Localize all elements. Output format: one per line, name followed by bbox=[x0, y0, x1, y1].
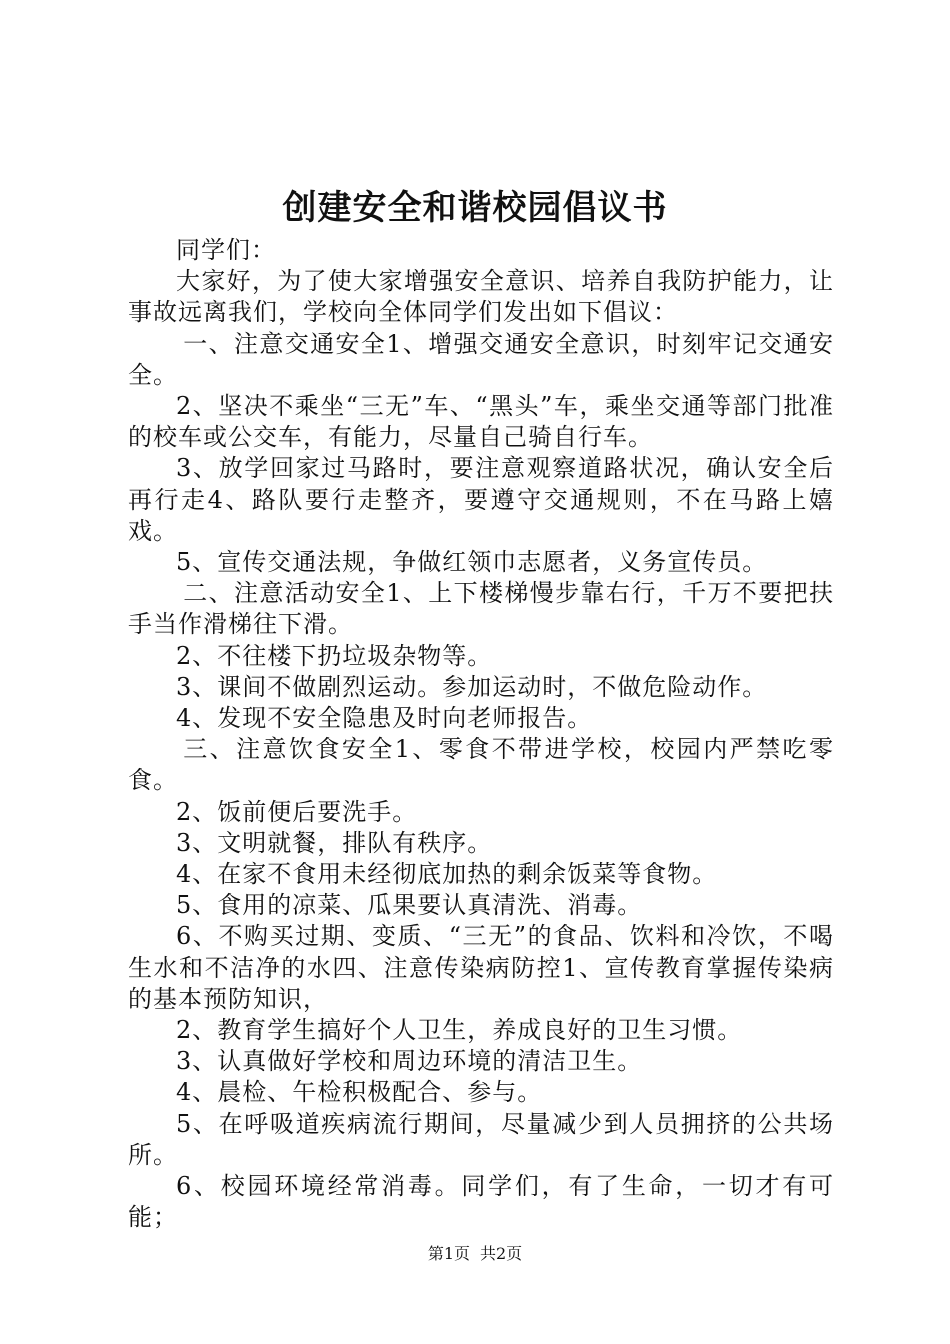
disease-item-4: 4、晨检、午检积极配合、参与。 bbox=[176, 1078, 543, 1107]
disease-item-6: 6、校园环境经常消毒。同学们，有了生命，一切才有可能； bbox=[128, 1172, 834, 1232]
activity-item-3: 3、课间不做剧烈运动。参加运动时，不做危险动作。 bbox=[176, 672, 768, 701]
section-food-heading: 三、注意饮食安全1、零食不带进学校，校园内严禁吃零食。 bbox=[128, 735, 834, 795]
activity-item-4: 4、发现不安全隐患及时向老师报告。 bbox=[176, 704, 593, 733]
traffic-item-3: 3、放学回家过马路时，要注意观察道路状况，确认安全后再行走4、路队要行走整齐，要遵守交通规则，不在马路上嬉戏。 bbox=[128, 454, 834, 545]
document-body bbox=[128, 235, 834, 1234]
traffic-item-5: 5、宣传交通法规，争做红领巾志愿者，义务宣传员。 bbox=[176, 548, 768, 577]
disease-item-5: 5、在呼吸道疾病流行期间，尽量减少到人员拥挤的公共场所。 bbox=[128, 1109, 834, 1169]
traffic-item-2: 2、坚决不乘坐“三无”车、“黑头”车，乘坐交通等部门批准的校车或公交车，有能力，尽量自己骑自行车。 bbox=[128, 392, 834, 452]
disease-item-2: 2、教育学生搞好个人卫生，养成良好的卫生习惯。 bbox=[176, 1016, 743, 1045]
intro-paragraph: 大家好，为了使大家增强安全意识、培养自我防护能力，让事故远离我们，学校向全体同学们发出如下倡议： bbox=[128, 267, 834, 327]
activity-item-2: 2、不往楼下扔垃圾杂物等。 bbox=[176, 641, 493, 670]
disease-item-3: 3、认真做好学校和周边环境的清洁卫生。 bbox=[176, 1047, 643, 1076]
food-item-5: 5、食用的凉菜、瓜果要认真清洗、消毒。 bbox=[176, 891, 643, 920]
document-title: 创建安全和谐校园倡议书 bbox=[282, 188, 668, 228]
food-item-2: 2、饭前便后要洗手。 bbox=[176, 797, 418, 826]
salutation: 同学们： bbox=[176, 236, 276, 264]
food-item-4: 4、在家不食用未经彻底加热的剩余饭菜等食物。 bbox=[176, 860, 718, 889]
section-traffic-heading: 一、注意交通安全1、增强交通安全意识，时刻牢记交通安全。 bbox=[128, 329, 834, 389]
food-item-3: 3、文明就餐，排队有秩序。 bbox=[176, 828, 493, 857]
page-total: 共2页 bbox=[480, 1244, 523, 1263]
food-item-6: 6、不购买过期、变质、“三无”的食品、饮料和冷饮，不喝生水和不洁净的水四、注意传染病防控1、宣传教育掌握传染病的基本预防知识， bbox=[128, 922, 834, 1013]
section-activity-heading: 二、注意活动安全1、上下楼梯慢步靠右行，千万不要把扶手当作滑梯往下滑。 bbox=[128, 579, 834, 639]
page-number: 第1页 bbox=[427, 1244, 470, 1263]
page-footer bbox=[0, 1242, 950, 1266]
